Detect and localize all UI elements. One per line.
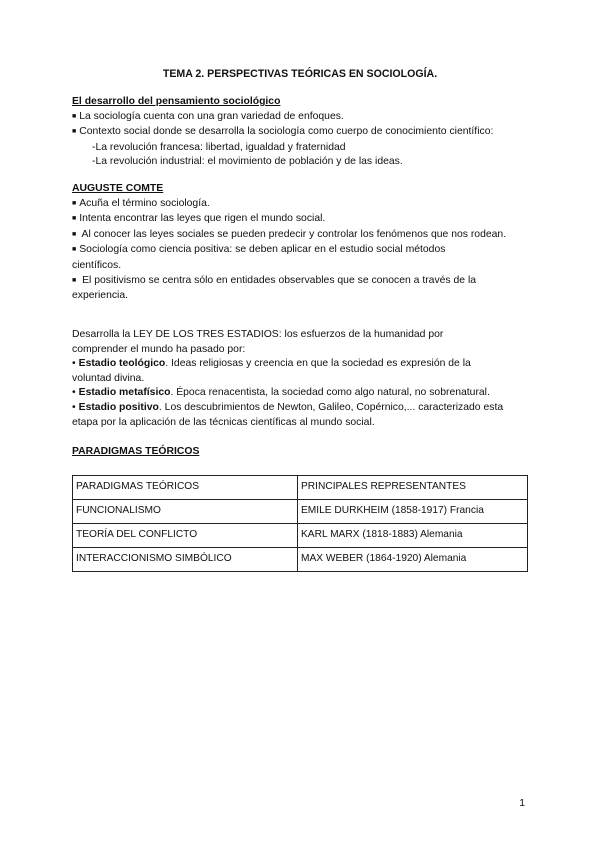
bullet-item: ■ El positivismo se centra sólo en entidades observables que se conocen a través de la experiencia. — [72, 274, 512, 304]
bullet-item: ■ Sociología como ciencia positiva: se deben aplicar en el estudio social métodos científicos. — [72, 243, 492, 273]
bullet-item: ■ Intenta encontrar las leyes que rigen el mundo social. — [72, 212, 532, 228]
bullet-item: ■ La sociología cuenta con una gran variedad de enfoques. — [72, 110, 532, 126]
table-row — [73, 524, 528, 548]
section-paradigmas — [72, 445, 532, 460]
stage-text: . Época renacentista, la sociedad como algo natural, no sobrenatural. — [170, 387, 490, 399]
stage-text: . Ideas religiosas y creencia en que la sociedad es expresión de la voluntad divina. — [72, 358, 471, 384]
table-cell: TEORÍA DEL CONFLICTO — [73, 524, 298, 548]
section-heading: El desarrollo del pensamiento sociológico — [72, 96, 281, 107]
paragraph: Desarrolla la LEY DE LOS TRES ESTADIOS: los esfuerzos de la humanidad por comprender el mundo ha pasado por: — [72, 329, 444, 355]
table-cell: KARL MARX (1818-1883) Alemania — [298, 524, 528, 548]
table-header-cell: PRINCIPALES REPRESENTANTES — [298, 476, 528, 500]
table-row — [73, 548, 528, 572]
bullet-item: ■ Contexto social donde se desarrolla la sociología como cuerpo de conocimiento científico: — [72, 125, 532, 141]
section-comte — [72, 182, 532, 304]
paradigms-table — [72, 475, 528, 572]
sub-item: -La revolución francesa: libertad, igualdad y fraternidad — [92, 141, 346, 153]
table-cell: EMILE DURKHEIM (1858-1917) Francia — [298, 500, 528, 524]
bullet-item: ■ Acuña el término sociología. — [72, 197, 532, 213]
section-pensamiento — [72, 95, 532, 170]
table-header-cell: PARADIGMAS TEÓRICOS — [73, 476, 298, 500]
stage-name: Estadio teológico — [78, 358, 166, 370]
table-cell: MAX WEBER (1864-1920) Alemania — [298, 548, 528, 572]
stage-name: Estadio metafísico — [78, 387, 171, 399]
table-cell: FUNCIONALISMO — [73, 500, 298, 524]
tres-estadios — [72, 328, 532, 430]
stage-item — [72, 401, 517, 430]
page-number: 1 — [519, 798, 525, 809]
sub-item: -La revolución industrial: el movimiento de población y de las ideas. — [92, 156, 403, 168]
section-heading: AUGUSTE COMTE — [72, 183, 164, 194]
document-title: TEMA 2. PERSPECTIVAS TEÓRICAS EN SOCIOLOGÍA. — [162, 68, 438, 80]
table-row — [73, 500, 528, 524]
section-heading: PARADIGMAS TEÓRICOS — [72, 446, 200, 457]
table-cell: INTERACCIONISMO SIMBÓLICO — [73, 548, 298, 572]
bullet-item: ■ Al conocer las leyes sociales se pueden predecir y controlar los fenómenos que nos rodean. — [72, 228, 512, 244]
stage-text: . Los descubrimientos de Newton, Galileo, Copérnico,... caracterizado esta etapa por la aplicación de las técnicas científicas al mundo social. — [72, 401, 504, 428]
table-header-row — [73, 476, 528, 500]
stage-name: Estadio positivo — [78, 401, 159, 413]
stage-item — [72, 386, 532, 401]
stage-item — [72, 357, 512, 386]
